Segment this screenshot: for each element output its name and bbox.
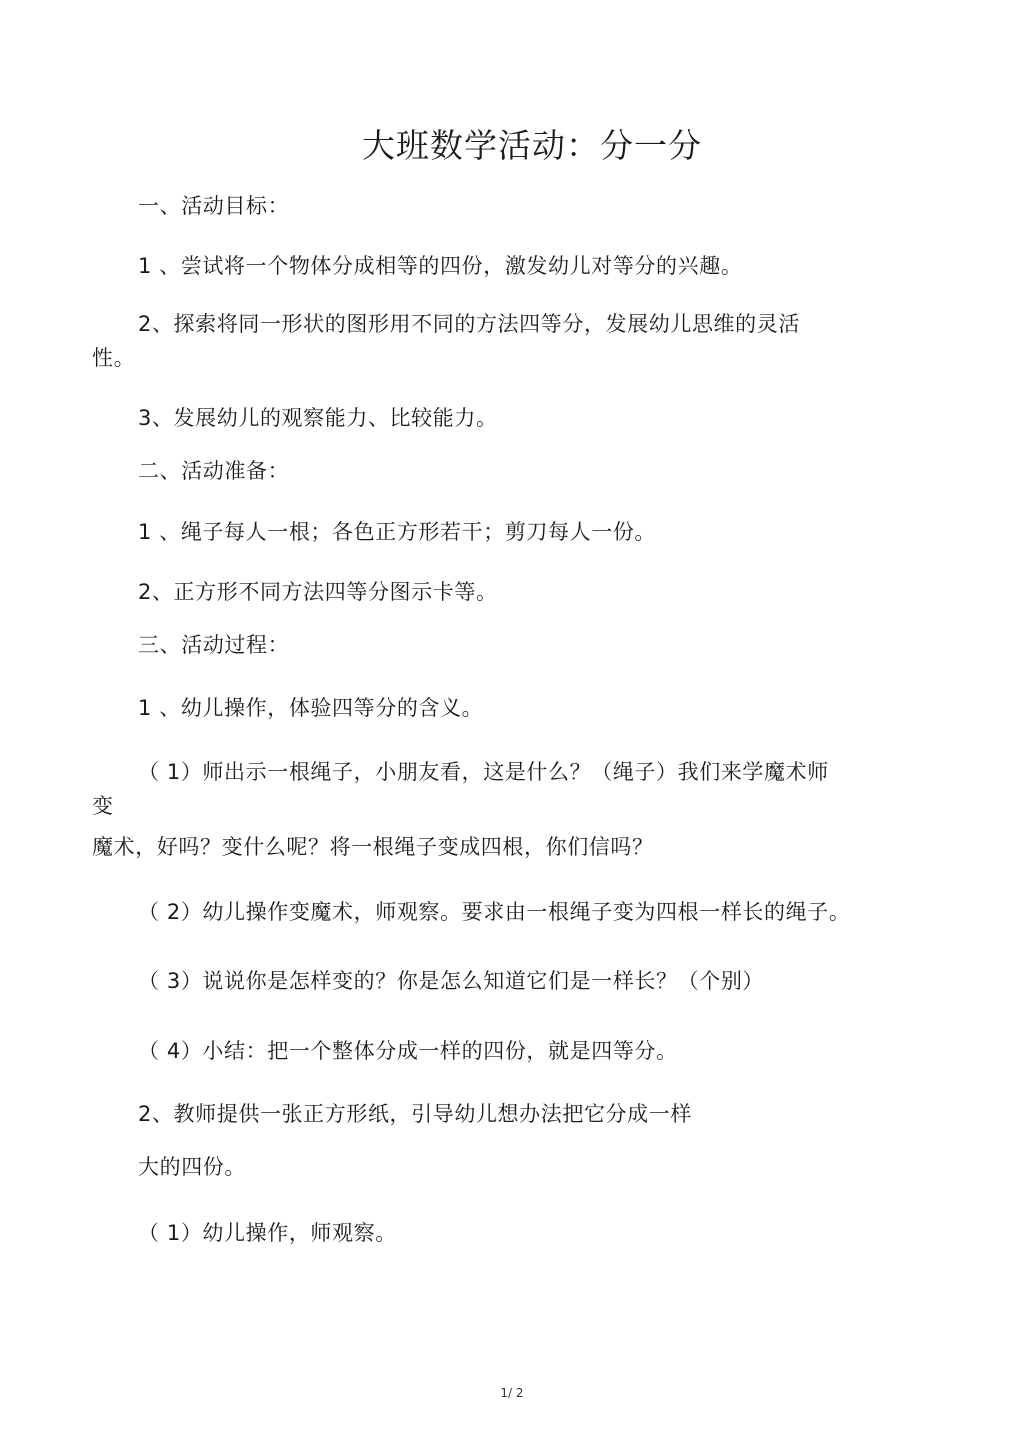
paragraph-line: 大的四份。 — [138, 1155, 246, 1179]
paragraph-line: 1 、幼儿操作，体验四等分的含义。 — [138, 696, 484, 720]
paragraph-line: （ 2）幼儿操作变魔术，师观察。要求由一根绳子变为四根一样长的绳子。 — [138, 900, 851, 924]
section-heading-preparation: 二、活动准备： — [138, 459, 290, 483]
paragraph-line: 1 、绳子每人一根；各色正方形若干；剪刀每人一份。 — [138, 520, 657, 544]
paragraph-line: 1 、尝试将一个物体分成相等的四份，激发幼儿对等分的兴趣。 — [138, 254, 743, 278]
paragraph-line: （ 1）师出示一根绳子，小朋友看，这是什么？（绳子）我们来学魔术师 — [138, 760, 829, 784]
document-title: 大班数学活动：分一分 — [362, 126, 702, 165]
paragraph-line: 变 — [92, 794, 114, 818]
paragraph-line: 2、正方形不同方法四等分图示卡等。 — [138, 580, 498, 604]
paragraph-line: 3、发展幼儿的观察能力、比较能力。 — [138, 406, 498, 430]
paragraph-line: 性。 — [92, 346, 136, 370]
page-number: 1/ 2 — [500, 1386, 524, 1400]
paragraph-line: （ 4）小结：把一个整体分成一样的四份，就是四等分。 — [138, 1039, 678, 1063]
paragraph-line: （ 3）说说你是怎样变的？你是怎么知道它们是一样长？（个别） — [138, 969, 765, 993]
section-heading-process: 三、活动过程： — [138, 633, 290, 657]
paragraph-line: （ 1）幼儿操作，师观察。 — [138, 1221, 397, 1245]
paragraph-line: 2、探索将同一形状的图形用不同的方法四等分，发展幼儿思维的灵活 — [138, 312, 800, 336]
paragraph-line: 2、教师提供一张正方形纸，引导幼儿想办法把它分成一样 — [138, 1102, 692, 1126]
section-heading-goals: 一、活动目标： — [138, 194, 290, 218]
paragraph-line: 魔术，好吗？变什么呢？将一根绳子变成四根，你们信吗？ — [92, 835, 654, 859]
